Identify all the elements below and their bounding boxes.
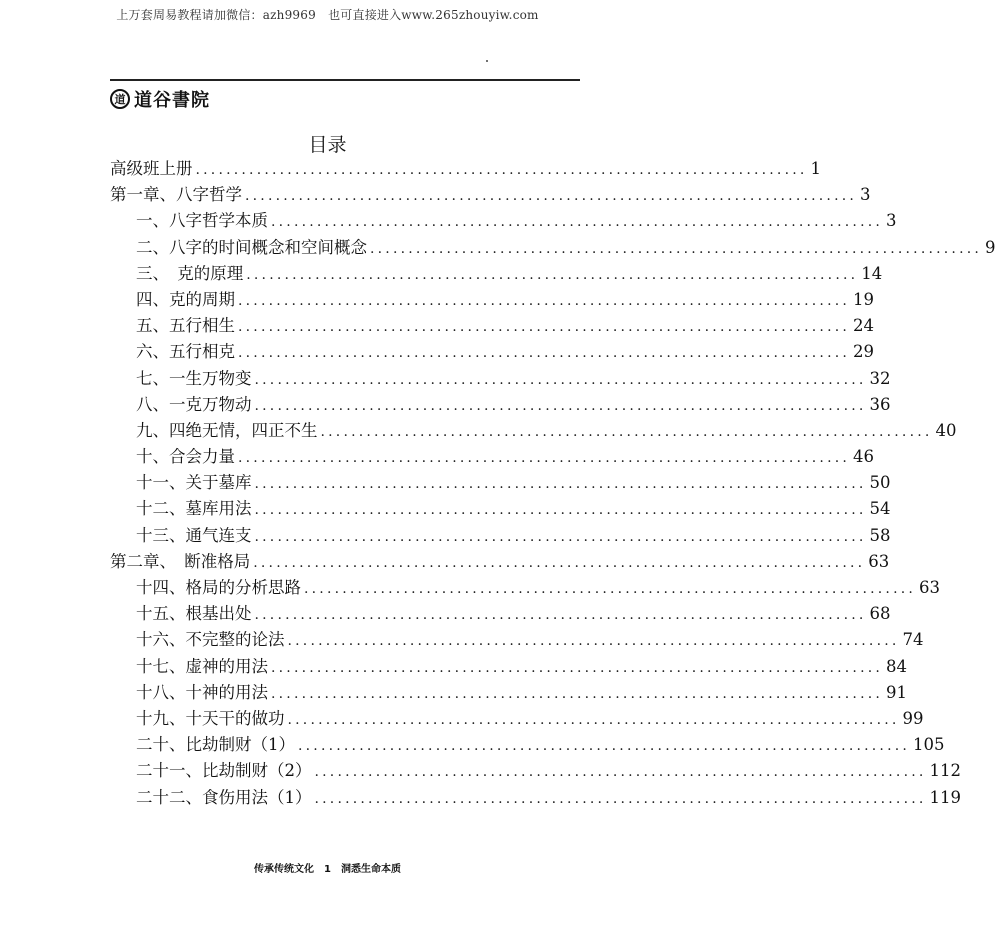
toc-leader-dots: ................................................................................ [314,764,927,781]
toc-entry [110,417,957,443]
toc-entry [110,705,924,731]
toc-entry [110,626,924,652]
toc-entry-page: 29 [853,342,875,362]
toc-entry [110,312,875,338]
toc-entry [110,548,890,574]
toc-entry-page: 84 [886,656,908,676]
toc-entry [110,495,891,521]
toc-entry-page: 91 [886,682,908,702]
toc-leader-dots: ................................................................................ [314,790,927,807]
toc-leader-dots: ................................................................................ [271,659,884,676]
toc-entry-label: 十二、墓库用法 [136,499,252,519]
toc-leader-dots: ................................................................................ [254,607,867,624]
toc-entry [110,679,908,705]
toc-entry-page: 105 [913,735,945,755]
toc-entry-label: 第一章、八字哲学 [110,185,242,205]
toc-entry-page: 3 [886,211,897,231]
toc-entry [110,260,883,286]
toc-entry-label: 三、 克的原理 [136,263,244,283]
toc-leader-dots: ................................................................................ [370,240,983,257]
toc-entry-label: 十一、关于墓库 [136,473,252,493]
toc-entry [110,757,962,783]
toc-entry-page: 63 [868,551,890,571]
toc-leader-dots: ................................................................................ [238,450,851,467]
toc-entry [110,155,822,181]
header-rule [110,79,580,81]
toc-entry-label: 十三、通气连支 [136,525,252,545]
toc-entry-page: 24 [853,316,875,336]
publisher-logo [110,86,210,112]
toc-leader-dots: ................................................................................ [271,685,884,702]
toc-leader-dots: ................................................................................ [287,633,900,650]
seal-icon: 道 [110,89,130,109]
toc-entry-label: 九、四绝无情，四正不生 [136,420,318,440]
top-banner: 上万套周易教程请加微信：azh9969 也可直接进入www.265zhouyiw.com [116,8,539,22]
toc-entry-label: 八、一克万物动 [136,394,252,414]
toc-entry [110,234,996,260]
toc-entry [110,731,945,757]
toc-leader-dots: ................................................................................ [246,266,859,283]
toc-entry [110,365,891,391]
toc-entry-page: 19 [853,289,875,309]
toc-entry [110,600,891,626]
toc-entry-label: 四、克的周期 [136,289,235,309]
toc-leader-dots: ................................................................................ [238,292,851,309]
toc-entry-label: 十六、不完整的论法 [136,630,285,650]
toc-entry [110,522,891,548]
toc-entry-page: 54 [869,499,891,519]
toc-title: 目录 [308,134,347,156]
toc-entry-page: 9 [985,237,996,257]
toc-entry-page: 58 [869,525,891,545]
toc-leader-dots: ................................................................................ [238,345,851,362]
toc-entry [110,469,891,495]
toc-entry-page: 32 [869,368,891,388]
toc-entry-label: 十、合会力量 [136,447,235,467]
toc-entry-page: 3 [860,185,871,205]
toc-entry-page: 14 [861,263,883,283]
toc-entry-page: 68 [869,604,891,624]
toc-entry-page: 74 [902,630,924,650]
toc-entry [110,338,875,364]
toc-leader-dots: ................................................................................ [254,502,867,519]
toc-entry-page: 112 [929,761,962,781]
toc-leader-dots: ................................................................................ [254,528,867,545]
toc-entry-label: 二十二、食伤用法（1） [136,787,312,807]
toc-leader-dots: ................................................................................ [287,711,900,728]
toc-entry-label: 十五、根基出处 [136,604,252,624]
toc-leader-dots: ................................................................................ [254,397,867,414]
toc-entry [110,207,897,233]
toc-leader-dots: ................................................................................ [320,423,933,440]
toc-entry-page: 36 [869,394,891,414]
toc-entry-page: 99 [902,708,924,728]
toc-leader-dots: ................................................................................ [195,162,808,178]
toc-entry-page: 40 [935,420,957,440]
toc-entry-label: 六、五行相克 [136,342,235,362]
toc-entry-label: 二十、比劫制财（1） [136,735,295,755]
scan-speck [486,60,488,62]
toc-entry-label: 二十一、比劫制财（2） [136,761,312,781]
toc-entry [110,443,875,469]
toc-entry [110,181,871,207]
toc-entry-page: 1 [810,159,822,178]
publisher-name: 道谷書院 [134,90,210,111]
toc-leader-dots: ................................................................................ [271,214,884,231]
toc-entry [110,391,891,417]
toc-entry-label: 十七、虚神的用法 [136,656,268,676]
toc-leader-dots: ................................................................................ [245,188,858,205]
toc-entry-page: 119 [929,787,962,807]
toc-entry-page: 50 [869,473,891,493]
toc-leader-dots: ................................................................................ [254,371,867,388]
toc-entry-page: 63 [919,578,941,597]
toc-leader-dots: ................................................................................ [298,738,911,755]
toc-entry [110,653,908,679]
toc-entry-label: 十九、十天干的做功 [136,708,285,728]
toc-entry-label: 十四、格局的分析思路 [136,578,301,597]
toc-entry-label: 一、八字哲学本质 [136,211,268,231]
toc-entry-label: 二、八字的时间概念和空间概念 [136,237,367,257]
toc-leader-dots: ................................................................................ [254,476,867,493]
toc-entry-label: 五、五行相生 [136,316,235,336]
toc-entry-label: 第二章、 断准格局 [110,551,251,571]
toc-entry [110,574,941,600]
toc-leader-dots: ................................................................................ [238,319,851,336]
toc-entry-label: 十八、十神的用法 [136,682,268,702]
table-of-contents [110,155,996,810]
page-footer: 传承传统文化 1 洞悉生命本质 [254,864,401,875]
toc-leader-dots: ................................................................................ [253,554,866,571]
toc-entry-page: 46 [853,447,875,467]
toc-entry [110,784,962,810]
toc-entry-label: 高级班上册 [110,159,193,178]
toc-entry-label: 七、一生万物变 [136,368,252,388]
toc-entry [110,286,875,312]
toc-leader-dots: ................................................................................ [304,581,917,597]
